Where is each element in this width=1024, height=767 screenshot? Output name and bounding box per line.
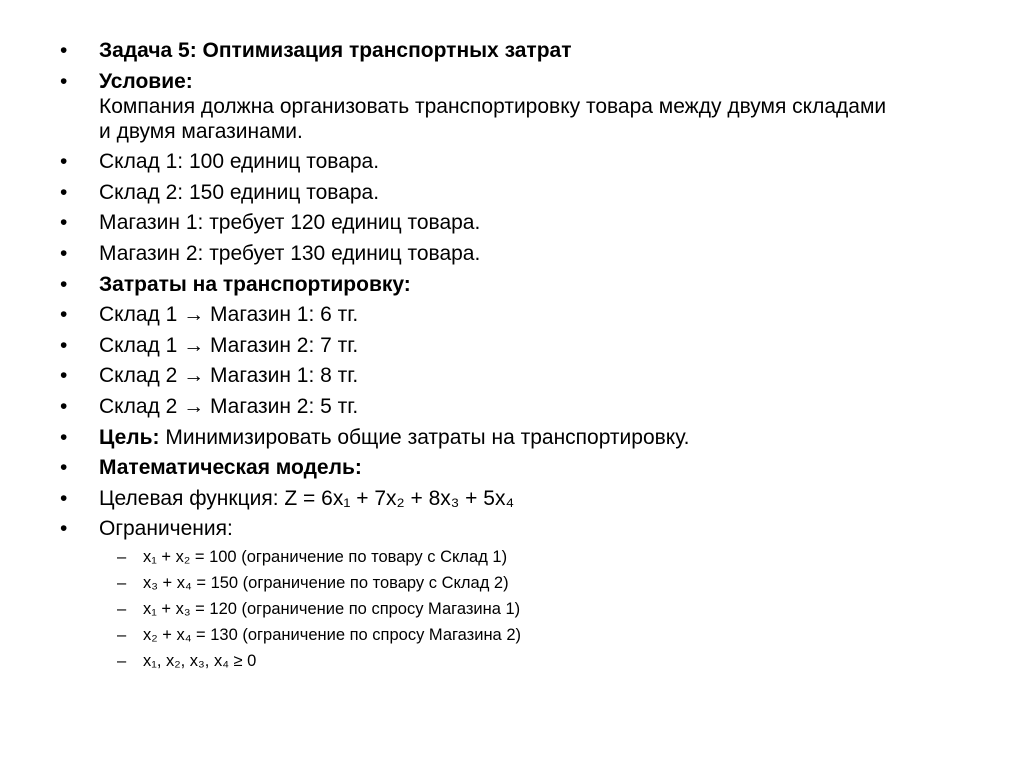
bullet-marker: • <box>60 364 68 388</box>
goal-text: Минимизировать общие затраты на транспортировку. <box>165 425 690 449</box>
constraint-item <box>99 573 960 593</box>
bullet-marker: • <box>60 150 68 174</box>
constraint-item <box>99 625 960 645</box>
list-item-condition <box>60 69 960 144</box>
list-item-cost-1 <box>60 302 960 327</box>
constraints-list <box>60 547 960 671</box>
bullet-marker: • <box>60 241 68 265</box>
goal-heading: Цель: <box>99 425 160 449</box>
list-item-objective <box>60 486 960 511</box>
cost-1-text: Склад 1 → Магазин 1: 6 тг. <box>99 303 359 327</box>
model-heading: Математическая модель: <box>99 456 362 480</box>
bullet-marker: • <box>60 69 68 93</box>
constraint-text: x₃ + x₄ = 150 (ограничение по товару с Склад 2) <box>143 574 509 593</box>
dash-marker: – <box>117 626 127 645</box>
dash-marker: – <box>117 574 127 593</box>
list-item-constraints <box>60 516 960 671</box>
dash-marker: – <box>117 652 127 671</box>
list-item-cost-4 <box>60 394 960 419</box>
list-item-cost-3 <box>60 363 960 388</box>
bullet-marker: • <box>60 394 68 418</box>
store-1-text: Магазин 1: требует 120 единиц товара. <box>99 211 481 235</box>
dash-marker: – <box>117 600 127 619</box>
warehouse-2-text: Склад 2: 150 единиц товара. <box>99 180 380 204</box>
list-item-goal <box>60 425 960 450</box>
bullet-marker: • <box>60 39 68 62</box>
dash-marker: – <box>117 548 127 567</box>
constraint-item <box>99 651 960 671</box>
cost-3-text: Склад 2 → Магазин 1: 8 тг. <box>99 364 359 388</box>
constraint-text: x₁ + x₂ = 100 (ограничение по товару с Склад 1) <box>143 548 508 567</box>
costs-heading: Затраты на транспортировку: <box>99 272 411 296</box>
constraint-item <box>99 599 960 619</box>
list-item-warehouse-1 <box>60 149 960 174</box>
condition-text: Компания должна организовать транспортировку товара между двумя складами и двумя магазинами. <box>99 94 887 143</box>
cost-4-text: Склад 2 → Магазин 2: 5 тг. <box>99 394 359 418</box>
bullet-list <box>60 38 960 677</box>
bullet-marker: • <box>60 486 68 510</box>
bullet-marker: • <box>60 180 68 204</box>
bullet-marker: • <box>60 272 68 296</box>
bullet-marker: • <box>60 517 68 541</box>
bullet-marker: • <box>60 456 68 480</box>
constraint-item <box>99 547 960 567</box>
task-title: Задача 5: Оптимизация транспортных затрат <box>99 39 572 62</box>
list-item-title <box>60 38 960 63</box>
constraint-text: x₂ + x₄ = 130 (ограничение по спросу Магазина 2) <box>143 626 521 645</box>
list-item-store-1 <box>60 210 960 235</box>
list-item-warehouse-2 <box>60 180 960 205</box>
list-item-model-heading <box>60 455 960 480</box>
bullet-marker: • <box>60 303 68 327</box>
condition-heading: Условие: <box>99 69 193 93</box>
list-item-store-2 <box>60 241 960 266</box>
warehouse-1-text: Склад 1: 100 единиц товара. <box>99 150 380 174</box>
constraints-heading: Ограничения: <box>99 517 233 541</box>
list-item-costs-heading <box>60 272 960 297</box>
constraint-text: x₁ + x₃ = 120 (ограничение по спросу Магазина 1) <box>143 600 521 619</box>
list-item-cost-2 <box>60 333 960 358</box>
bullet-marker: • <box>60 425 68 449</box>
bullet-marker: • <box>60 333 68 357</box>
cost-2-text: Склад 1 → Магазин 2: 7 тг. <box>99 333 359 357</box>
bullet-marker: • <box>60 211 68 235</box>
store-2-text: Магазин 2: требует 130 единиц товара. <box>99 241 481 265</box>
objective-function: Целевая функция: Z = 6x₁ + 7x₂ + 8x₃ + 5x₄ <box>99 486 515 510</box>
constraint-text: x₁, x₂, x₃, x₄ ≥ 0 <box>143 652 257 671</box>
